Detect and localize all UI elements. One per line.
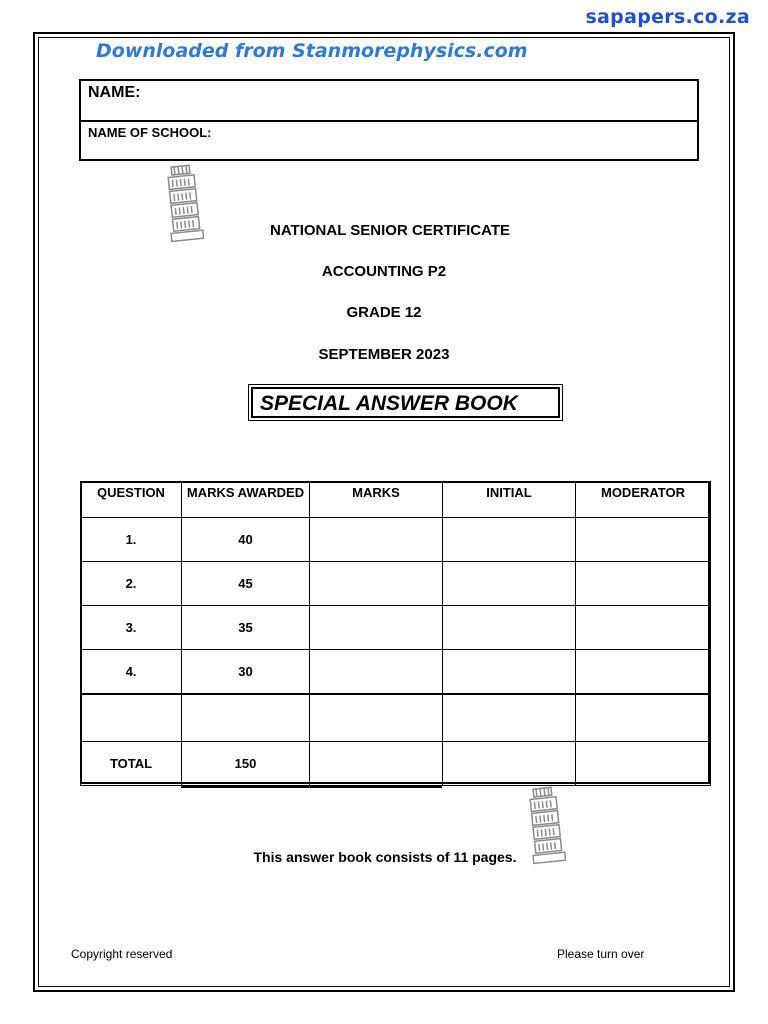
blank-cell[interactable] <box>182 694 310 742</box>
subject-heading: ACCOUNTING P2 <box>321 263 447 280</box>
question-number: 1. <box>81 518 182 562</box>
table-row <box>81 650 711 694</box>
column-header: MODERATOR <box>576 482 711 518</box>
answer-book-title: SPECIAL ANSWER BOOK <box>251 387 560 418</box>
marks-table <box>80 481 711 786</box>
name-label: NAME: <box>88 84 141 101</box>
footer-copyright: Copyright reserved <box>71 947 173 961</box>
question-number: 3. <box>81 606 182 650</box>
question-number: 4. <box>81 650 182 694</box>
column-header: MARKS AWARDED <box>182 482 310 518</box>
marks-awarded: 35 <box>182 606 310 650</box>
column-header: INITIAL <box>443 482 576 518</box>
moderator-cell[interactable] <box>576 518 711 562</box>
total-underline <box>181 786 442 788</box>
moderator-cell[interactable] <box>576 562 711 606</box>
moderator-cell[interactable] <box>576 650 711 694</box>
initial-cell[interactable] <box>443 606 576 650</box>
column-header: MARKS <box>310 482 443 518</box>
total-value: 150 <box>182 741 310 785</box>
name-field[interactable] <box>81 81 697 122</box>
total-marks-cell[interactable] <box>310 741 443 785</box>
school-label: NAME OF SCHOOL: <box>88 125 212 140</box>
marks-awarded: 40 <box>182 518 310 562</box>
marks-cell[interactable] <box>310 518 443 562</box>
blank-cell[interactable] <box>310 694 443 742</box>
blank-cell <box>81 694 182 742</box>
blank-cell[interactable] <box>443 694 576 742</box>
candidate-details-box <box>79 79 699 161</box>
initial-cell[interactable] <box>443 650 576 694</box>
pages-note: This answer book consists of 11 pages. <box>253 849 517 865</box>
total-label: TOTAL <box>81 741 182 785</box>
initial-cell[interactable] <box>443 518 576 562</box>
source-line[interactable]: Downloaded from Stanmorephysics.com <box>96 40 528 62</box>
question-number: 2. <box>81 562 182 606</box>
certificate-heading: NATIONAL SENIOR CERTIFICATE <box>270 222 510 239</box>
initial-cell[interactable] <box>443 562 576 606</box>
total-initial-cell[interactable] <box>443 741 576 785</box>
column-header: QUESTION <box>81 482 182 518</box>
watermark[interactable]: sapapers.co.za <box>585 6 750 28</box>
session-heading: SEPTEMBER 2023 <box>318 346 450 363</box>
marks-awarded: 45 <box>182 562 310 606</box>
table-row-blank <box>81 694 711 742</box>
blank-cell[interactable] <box>576 694 711 742</box>
school-field[interactable] <box>81 120 697 159</box>
table-row <box>81 562 711 606</box>
table-header-row <box>81 482 711 518</box>
total-row <box>81 741 711 785</box>
table-row <box>81 606 711 650</box>
marks-cell[interactable] <box>310 562 443 606</box>
moderator-cell[interactable] <box>576 606 711 650</box>
table-row <box>81 518 711 562</box>
marks-cell[interactable] <box>310 606 443 650</box>
grade-heading: GRADE 12 <box>346 304 422 321</box>
marks-awarded: 30 <box>182 650 310 694</box>
total-moderator-cell[interactable] <box>576 741 711 785</box>
marks-cell[interactable] <box>310 650 443 694</box>
footer-turn-over: Please turn over <box>557 947 645 961</box>
answer-book-title-box <box>248 384 563 421</box>
